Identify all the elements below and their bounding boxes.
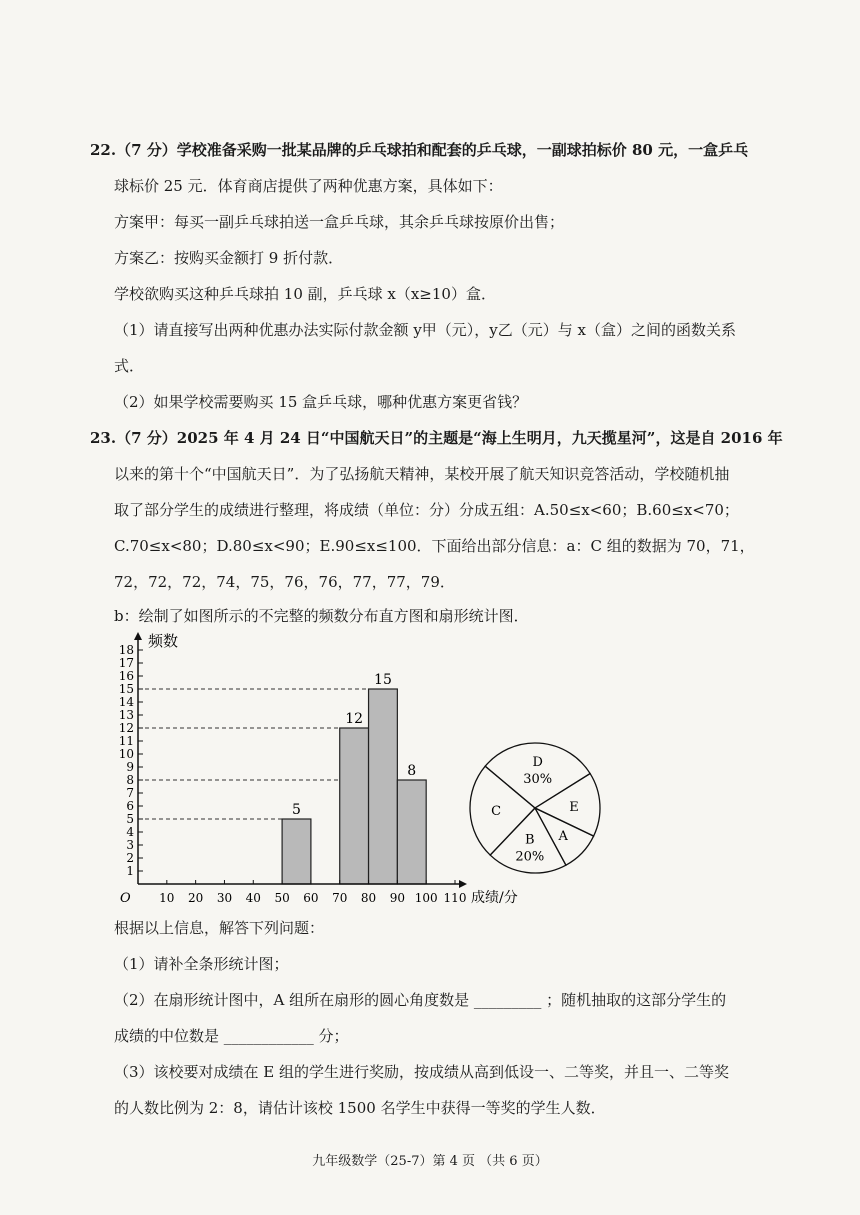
q22-line7: 式．	[114, 357, 145, 375]
x-tick-label: 40	[245, 891, 261, 905]
q23-line4: C.70≤x<80；D.80≤x<90；E.90≤x≤100．下面给出部分信息：a：C 组的数据为 70，71，	[114, 537, 755, 555]
q23-sub1: （1）请补全条形统计图；	[114, 955, 289, 973]
histogram-bar	[340, 728, 369, 884]
x-tick-label: 70	[332, 891, 348, 905]
x-tick-label: 80	[360, 891, 377, 905]
q22-line4: 方案乙：按购买金额打 9 折付款．	[114, 249, 344, 267]
y-tick-label: 14	[118, 695, 134, 709]
y-tick-label: 16	[118, 669, 134, 683]
bar-data-label: 5	[292, 802, 301, 818]
x-tick-label: 100	[414, 891, 438, 905]
q23-sub3a: （3）该校要对成绩在 E 组的学生进行奖励，按成绩从高到低设一、二等奖，并且一、二等奖	[114, 1063, 730, 1081]
pie-svg	[465, 738, 605, 878]
y-axis-arrow	[134, 632, 142, 640]
q22-line1: 22.（7 分）学校准备采购一批某品牌的乒乓球拍和配套的乒乓球，一副球拍标价 80 元，一盒乒乓	[90, 141, 749, 159]
page-footer: 九年级数学（25-7）第 4 页 （共 6 页）	[312, 1154, 548, 1169]
q22-line5: 学校欲购买这种乒乓球拍 10 副，乒乓球 x（x≥10）盒．	[114, 285, 496, 303]
q23-line3: 取了部分学生的成绩进行整理，将成绩（单位：分）分成五组：A.50≤x<60；B.60≤x<70；	[114, 501, 739, 519]
pie-slice-label: D	[532, 755, 543, 771]
x-tick-label: 20	[187, 891, 204, 905]
q23-after-chart: 根据以上信息，解答下列问题：	[114, 919, 325, 937]
pie-slice-label: E	[569, 799, 579, 815]
y-tick-label: 6	[126, 799, 134, 813]
y-tick-label: 11	[118, 734, 134, 748]
q22-line2: 球标价 25 元．体育商店提供了两种优惠方案，具体如下：	[114, 177, 503, 195]
x-tick-label: 30	[216, 891, 233, 905]
q22-line3: 方案甲：每买一副乒乓球拍送一盒乒乓球，其余乒乓球按原价出售；	[114, 213, 565, 231]
y-tick-label: 7	[126, 786, 134, 800]
pie-chart	[465, 738, 605, 878]
y-tick-label: 13	[118, 708, 134, 722]
y-tick-label: 4	[126, 825, 134, 839]
y-axis-label: 频数	[148, 632, 179, 650]
histogram-bar	[397, 780, 426, 884]
bar-data-label: 15	[374, 672, 392, 688]
x-tick-label: 10	[159, 891, 175, 905]
q23-sub2a: （2）在扇形统计图中，A 组所在扇形的圆心角度数是 _________ ；随机抽取的这部分学生的	[114, 991, 727, 1009]
y-tick-label: 1	[126, 864, 134, 878]
y-tick-label: 9	[126, 760, 134, 774]
bar-data-label: 12	[345, 711, 364, 727]
x-tick-label: 110	[443, 891, 467, 905]
x-tick-label: 60	[303, 891, 319, 905]
y-tick-label: 8	[126, 773, 134, 787]
pie-slice-percent: 20%	[515, 849, 545, 865]
histogram-bar	[282, 819, 311, 884]
pie-slice-label: B	[525, 832, 535, 848]
q23-sub2b: 成绩的中位数是 ____________ 分；	[114, 1027, 349, 1045]
y-tick-label: 3	[126, 838, 134, 852]
x-tick-label: 50	[274, 891, 290, 905]
q23-sub3b: 的人数比例为 2：8，请估计该校 1500 名学生中获得一等奖的学生人数．	[114, 1099, 606, 1117]
histogram-bar	[369, 689, 398, 884]
q23-line6: b：绘制了如图所示的不完整的频数分布直方图和扇形统计图．	[114, 607, 529, 625]
y-tick-label: 17	[118, 656, 134, 670]
pie-slice-percent: 30%	[523, 772, 553, 788]
y-tick-label: 12	[118, 721, 134, 735]
y-tick-label: 18	[118, 643, 134, 657]
y-tick-label: 10	[118, 747, 134, 761]
q23-line2: 以来的第十个“中国航天日”．为了弘扬航天精神，某校开展了航天知识竞答活动，学校随机抽	[114, 465, 730, 483]
bar-data-label: 8	[407, 763, 417, 779]
pie-slice-label: A	[558, 828, 568, 844]
y-tick-label: 15	[118, 682, 134, 696]
q23-line5: 72，72，72，74，75，76，76，77，77，79．	[114, 573, 455, 591]
x-tick-label: 90	[389, 891, 406, 905]
x-axis-label: 成绩/分	[471, 890, 518, 906]
origin-label: O	[120, 891, 131, 906]
q23-line1: 23.（7 分）2025 年 4 月 24 日“中国航天日”的主题是“海上生明月，九天揽星河”，这是自 2016 年	[90, 429, 783, 447]
y-tick-label: 5	[126, 812, 134, 826]
y-tick-label: 2	[126, 851, 134, 865]
q22-line6: （1）请直接写出两种优惠办法实际付款金额 y甲（元），y乙（元）与 x（盒）之间的函数关系	[114, 321, 736, 339]
x-axis-arrow	[459, 880, 467, 888]
pie-slice-label: C	[491, 804, 502, 820]
q22-line8: （2）如果学校需要购买 15 盒乒乓球，哪种优惠方案更省钱？	[114, 393, 528, 411]
